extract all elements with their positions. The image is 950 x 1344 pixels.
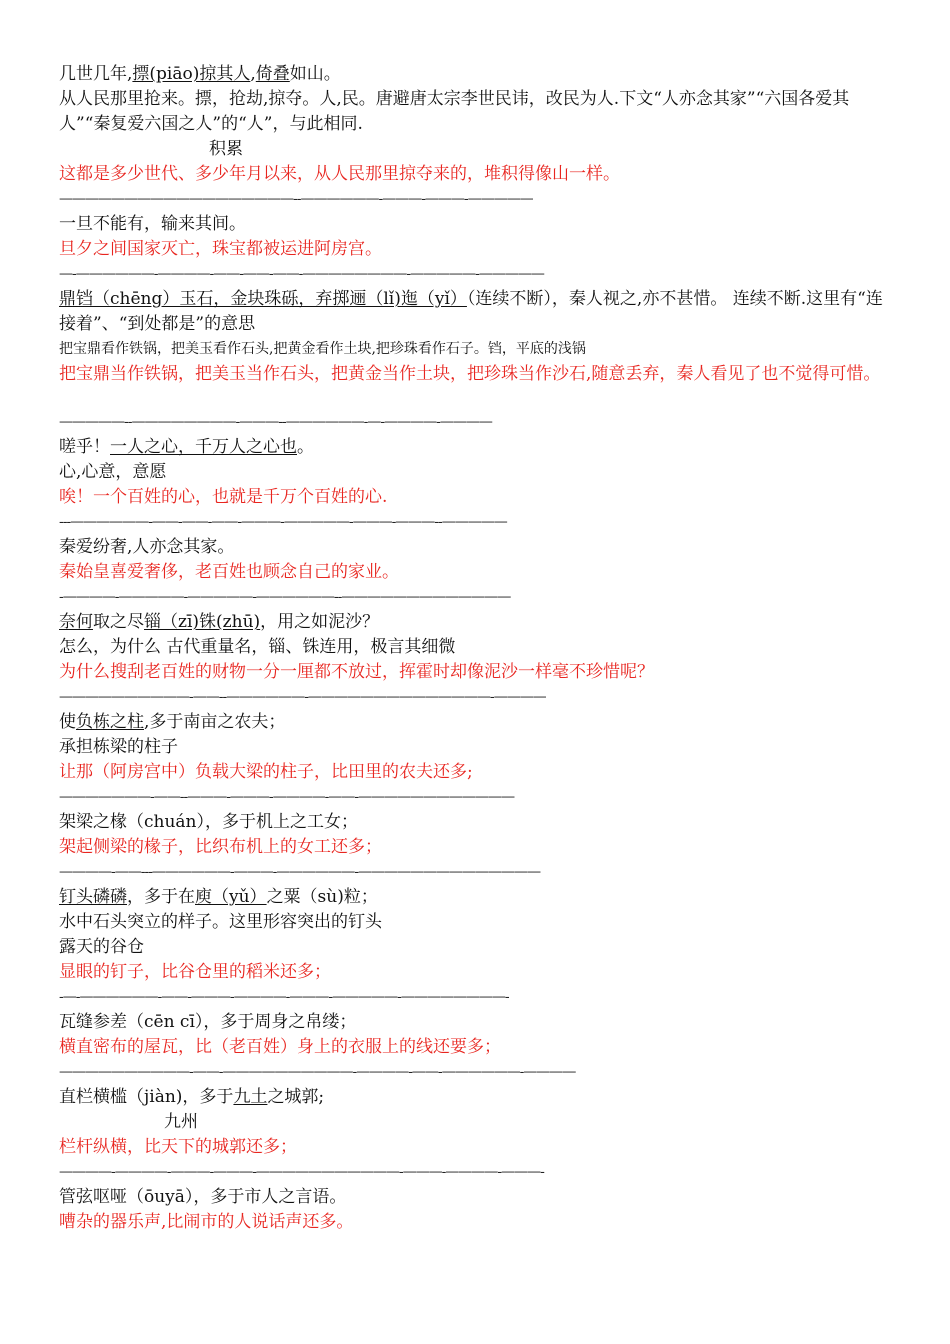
separator-line: —————--————————-———--——————-—-————-———— bbox=[59, 414, 492, 430]
original-text: , bbox=[250, 64, 256, 84]
underlined-phrase: 庾（yǔ） bbox=[195, 887, 267, 907]
separator-line: -—-——————-——-———-————-———-—————-————————- bbox=[59, 989, 509, 1005]
original-line bbox=[59, 710, 895, 735]
original-line bbox=[59, 62, 895, 87]
original-line: 管弦呕哑（ōuyā），多于市人之言语。 bbox=[59, 1187, 347, 1207]
separator-line: ——————————————————--——————-———-———-————— bbox=[59, 191, 533, 207]
translation-line: 栏杆纵横，比天下的城郭还多； bbox=[59, 1137, 297, 1157]
original-line bbox=[59, 885, 895, 910]
translation-line: 显眼的钉子，比谷仓里的稻米还多； bbox=[59, 962, 331, 982]
translation-line: 让那（阿房宫中）负载大梁的柱子，比田里的农夫还多; bbox=[59, 762, 473, 782]
gloss-note: 九州 bbox=[164, 1112, 198, 1132]
original-line bbox=[59, 1085, 895, 1110]
separator-line: ———————-——--———-———-————-——-———————————— bbox=[59, 789, 515, 805]
underlined-phrase: 摽(piāo)掠其人 bbox=[132, 64, 251, 84]
original-text: ,多于南亩之农夫； bbox=[144, 712, 286, 732]
translation-line: 唉！一个百姓的心，也就是千万个百姓的心. bbox=[59, 487, 388, 507]
underlined-phrase: 逦（lǐ)迤（yǐ） bbox=[349, 289, 467, 309]
annotation-note: 露天的谷仓 bbox=[59, 937, 144, 957]
underlined-phrase: 倚叠 bbox=[255, 64, 290, 84]
separator-line: ---——————-——-——-——-———-—————-———-———--————— bbox=[59, 514, 507, 530]
translation-line: 把宝鼎当作铁锅，把美玉当作石头，把黄金当作土块，把珍珠当作沙石,随意丢弃，秦人看见了也不觉得可惜。 bbox=[59, 364, 881, 384]
translation-line: 秦始皇喜爱奢侈，老百姓也顾念自己的家业。 bbox=[59, 562, 399, 582]
original-text: 之城郭; bbox=[267, 1087, 325, 1107]
original-text: 使 bbox=[59, 712, 76, 732]
underlined-phrase: 鼎铛（chēng）玉石，金块珠砾，弃掷 bbox=[59, 289, 350, 309]
original-line bbox=[59, 435, 895, 460]
underlined-phrase: 负栋之柱 bbox=[76, 712, 144, 732]
separator-line: ————-——---——————-———-——————-—————————————— bbox=[59, 864, 541, 880]
original-line bbox=[59, 287, 895, 337]
translation-line: 为什么搜刮老百姓的财物一分一厘都不放过，挥霍时却像泥沙一样毫不珍惜呢？ bbox=[59, 662, 654, 682]
annotation-note: 心,心意，意愿 bbox=[59, 462, 167, 482]
original-text: 嗟乎！ bbox=[59, 437, 110, 457]
translation-line: 嘈杂的器乐声,比闹市的人说话声还多。 bbox=[59, 1212, 354, 1232]
annotation-note: 把宝鼎看作铁锅，把美玉看作石头,把黄金看作土块,把珍珠看作石子。铛，平底的浅锅 bbox=[59, 341, 586, 357]
annotation-note: 从人民那里抢来。摽，抢劫,掠夺。人,民。唐避唐太宗李世民讳，改民为人.下文“人亦念其家”“六国各爱其人”“秦复爱六国之人”的“人”，与此相同. bbox=[59, 89, 850, 134]
annotation-note: 承担栋梁的柱子 bbox=[59, 737, 178, 757]
original-line: 架梁之椽（chuán），多于机上之工女； bbox=[59, 812, 359, 832]
separator-line: -————-—————-—————-——————--————————————— bbox=[59, 589, 511, 605]
underlined-phrase: 钉头磷磷 bbox=[59, 887, 127, 907]
annotation-note: 水中石头突立的样子。这里形容突出的钉头 bbox=[59, 912, 382, 932]
underlined-phrase: 奈何 bbox=[59, 612, 93, 632]
separator-line: —-——————-————-——-——-——-————————-—————-————— bbox=[59, 266, 544, 282]
original-text: 取之尽 bbox=[93, 612, 144, 632]
original-line: 一旦不能有，输来其间。 bbox=[59, 214, 246, 234]
original-line bbox=[59, 610, 895, 635]
original-text: ，用之如泥沙？ bbox=[260, 612, 380, 632]
underlined-phrase: 一人之心，千万人之心也 bbox=[110, 437, 297, 457]
translation-line: 横直密布的屋瓦，比（老百姓）身上的衣服上的线还要多； bbox=[59, 1037, 501, 1057]
separator-line: ————-————-———-———-———————————-———-————-———- bbox=[59, 1164, 544, 1180]
separator-line: ——————————-——-——————————-————-——-——————-———— bbox=[59, 1064, 576, 1080]
original-line: 秦爱纷奢,人亦念其家。 bbox=[59, 537, 235, 557]
underlined-phrase: 九土 bbox=[233, 1087, 268, 1107]
original-text: （连续不断），秦人视之,亦不甚惜。 连续不断.这里有“连接着”、“到处都是”的意思 bbox=[59, 289, 883, 334]
gloss-note: 积累 bbox=[209, 139, 243, 159]
original-text: 之粟（sù)粒； bbox=[266, 887, 378, 907]
underlined-phrase: 锱（zī)铢(zhū) bbox=[144, 612, 261, 632]
original-text: ，多于在 bbox=[127, 887, 195, 907]
original-line: 瓦缝参差（cēn cī），多于周身之帛缕； bbox=[59, 1012, 357, 1032]
original-text: 直栏横槛（jiàn)，多于 bbox=[59, 1087, 234, 1107]
original-text: 如山。 bbox=[289, 64, 341, 84]
original-text: 。 bbox=[297, 437, 314, 457]
translation-line: 架起侧梁的椽子，比织布机上的女工还多； bbox=[59, 837, 382, 857]
original-text: 几世几年, bbox=[59, 64, 133, 84]
separator-line: ——————————-——--——————-——————————————-———— bbox=[59, 689, 546, 705]
translation-line: 旦夕之间国家灭亡，珠宝都被运进阿房宫。 bbox=[59, 239, 382, 259]
translation-line: 这都是多少世代、多少年月以来，从人民那里掠夺来的，堆积得像山一样。 bbox=[59, 164, 620, 184]
annotation-note: 怎么，为什么 古代重量名，锱、铢连用，极言其细微 bbox=[59, 637, 456, 657]
